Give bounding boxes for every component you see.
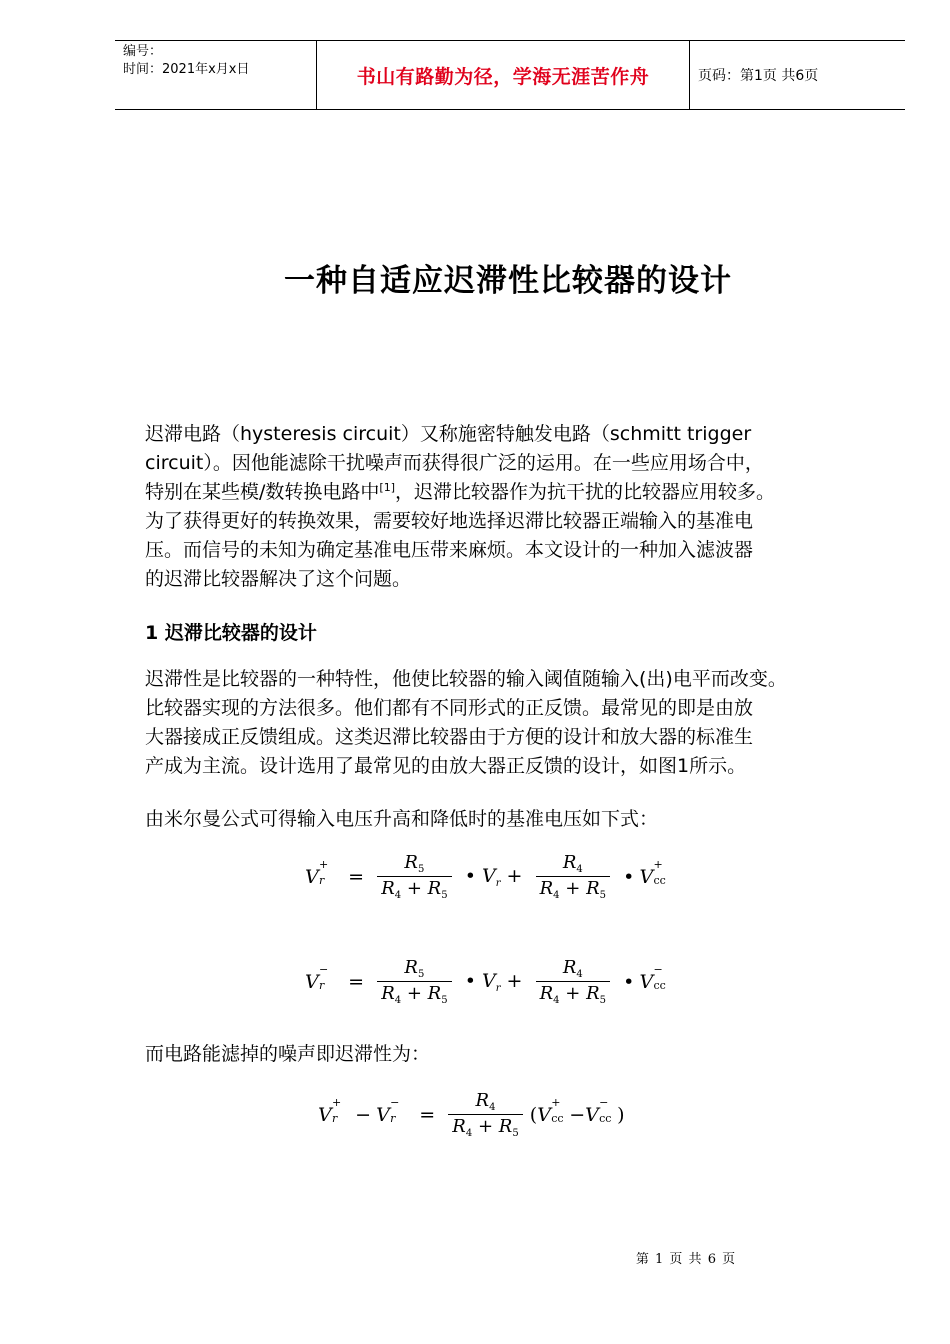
intro-line: 压。而信号的未知为确定基准电压带来麻烦。本文设计的一种加入滤波器 bbox=[145, 539, 754, 561]
intro-line: 的迟滞比较器解决了这个问题。 bbox=[145, 568, 412, 590]
section-heading: 1 迟滞比较器的设计 bbox=[145, 622, 317, 644]
formula-vr-plus: V + r = $\frac{R_5}{R_4 + R_5}$ • $V_r$ + $\frac{R_4}{R_4 + R_5}$ • V + cc bbox=[305, 852, 666, 901]
time-label: 时间：2021年x月x日 bbox=[123, 62, 250, 77]
header-page-label: 页码：第1页 共6页 bbox=[698, 68, 819, 84]
header-motto: 书山有路勤为径，学海无涯苦作舟 bbox=[316, 41, 690, 109]
formula-hysteresis: V + r − V − r = $\frac{R_4}{R_4 + R_5}$ ( V + cc − V − cc ) bbox=[318, 1090, 625, 1139]
intro-paragraph bbox=[145, 420, 895, 594]
citation-ref: [1] bbox=[379, 481, 395, 494]
intro-line: 迟滞电路（hysteresis circuit）又称施密特触发电路（schmitt trigger bbox=[145, 423, 752, 445]
formula-intro-text bbox=[145, 805, 895, 834]
header-meta bbox=[115, 41, 316, 109]
hysteresis-intro-line: 而电路能滤掉的噪声即迟滞性为： bbox=[145, 1043, 431, 1065]
hysteresis-intro-text bbox=[145, 1040, 895, 1069]
page-footer: 第 1 页 共 6 页 bbox=[635, 1252, 737, 1267]
section-paragraph bbox=[145, 665, 895, 781]
intro-line: 特别在某些模/数转换电路中[1]，迟滞比较器作为抗干扰的比较器应用较多。 bbox=[145, 481, 776, 503]
intro-line: circuit）。因他能滤除干扰噪声而获得很广泛的运用。在一些应用场合中， bbox=[145, 452, 764, 474]
page-header bbox=[115, 40, 905, 110]
document-title: 一种自适应迟滞性比较器的设计 bbox=[284, 263, 732, 299]
section-line: 迟滞性是比较器的一种特性，他使比较器的输入阈值随输入(出)电平而改变。 bbox=[145, 668, 787, 690]
section-line: 大器接成正反馈组成。这类迟滞比较器由于方便的设计和放大器的标准生 bbox=[145, 726, 754, 748]
formula-vr-minus: V − r = $\frac{R_5}{R_4 + R_5}$ • $V_r$ + $\frac{R_4}{R_4 + R_5}$ • V − cc bbox=[305, 957, 666, 1006]
section-line: 比较器实现的方法很多。他们都有不同形式的正反馈。最常见的即是由放 bbox=[145, 697, 754, 719]
formula-intro-line: 由米尔曼公式可得输入电压升高和降低时的基准电压如下式： bbox=[145, 808, 659, 830]
number-label: 编号： bbox=[123, 44, 163, 59]
intro-line: 为了获得更好的转换效果，需要较好地选择迟滞比较器正端输入的基准电 bbox=[145, 510, 754, 532]
section-line: 产成为主流。设计选用了最常见的由放大器正反馈的设计，如图1所示。 bbox=[145, 755, 747, 777]
